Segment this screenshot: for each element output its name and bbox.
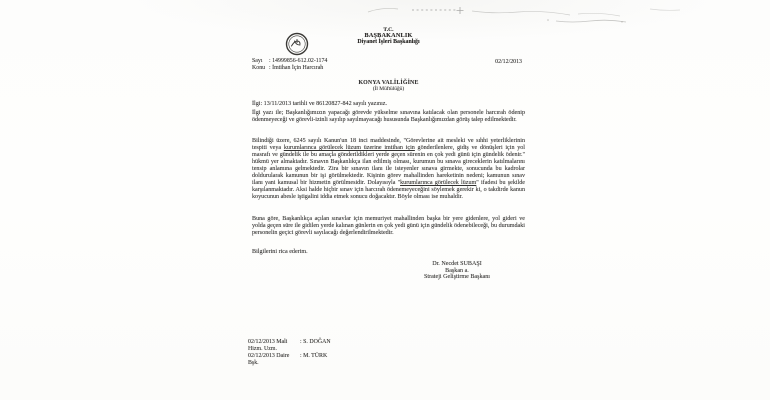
approval-name: : M. TÜRK: [300, 353, 328, 359]
scan-artifact-scribble: [360, 0, 700, 28]
signatory-name: Dr. Necdet SUBAŞI: [432, 261, 482, 267]
doc-meta: [252, 58, 327, 72]
letterhead-unit: Diyanet İşleri Başkanlığı: [357, 39, 420, 46]
approval-left: 02/12/2013 Mali Hizm. Uzm.: [248, 339, 288, 352]
approval-row: [248, 339, 331, 353]
approval-footer: [248, 339, 331, 367]
letterhead-org: BAŞBAKANLIK: [364, 32, 413, 40]
body-paragraph-2: [252, 138, 525, 201]
letterhead-tc: T.C.: [383, 27, 394, 33]
approval-name: : S. DOĞAN: [300, 339, 331, 345]
signatory-title: Başkan a.: [445, 267, 469, 274]
signature-block: [383, 261, 531, 281]
doc-number-label: Sayı: [252, 58, 263, 64]
p2-underlined-phrase-2: kurumlarınca görülecek lüzum: [400, 180, 477, 186]
reference-line: İlgi: 13/11/2013 tarihli ve 86120827-842 sayılı yazınız.: [252, 101, 387, 107]
doc-date: 02/12/2013: [495, 59, 522, 65]
doc-number-row: [252, 58, 327, 65]
p2-underlined-phrase-1: kurumlarınca görülecek lüzum üzerine imtihan için: [283, 145, 415, 151]
doc-number-value: : 14999856-612.02-1174: [269, 58, 328, 64]
p2-text-before: Bilindiği üzere, 6245 sayılı Kanun'un 18 inci maddesinde, "Görevlerine ait mesleki ve sıhhi yeterliklerinin tespiti veya: [252, 138, 525, 151]
doc-subject-row: [252, 65, 327, 72]
signatory-department: Strateji Geliştirme Başkanı: [423, 274, 490, 281]
approval-left: 02/12/2013 Daire Bşk.: [248, 353, 290, 366]
doc-subject-label: Konu: [252, 65, 266, 71]
approval-row: [248, 353, 331, 367]
recipient-subtitle: (İl Müftülüğü): [372, 86, 405, 93]
recipient-title: KONYA VALİLİĞİNE: [358, 80, 419, 86]
letterhead: [252, 27, 525, 46]
recipient-block: [252, 80, 525, 93]
p2-text-after: " ifadesi bu şekilde karşılanmaktadır. Aksi halde hiçbir sınav için harcırah ödenemeyeceğini söylemek gerekir ki, o takdirde kanun koyucunun abesle iştigalini iddia etmek sonucu doğacaktır. Böyle olması ise muhaldir.: [252, 180, 525, 200]
body-paragraph-3: Buna göre, Başkanlıkça açılan sınavlar için memuriyet mahallinden başka bir yere gidenlere, yol gideri ve yolda geçen süre ile gidilen yerde kalınan günlerin en çok yedi günü için gündelik ödenebileceği, bu durumdaki personelin geçici görevli sayılacağı değerlendirilmektedir.: [252, 216, 525, 236]
closing-line: Bilgilerini rica ederim.: [252, 249, 308, 255]
p2-text-middle: gönderilenlere, gidiş ve dönüşleri için yol masrafı ve gündelik ile bu amaçla gönderildikleri yerde geçen sürenin en çok yedi günü için gündelik ödenir." hükmü yer almaktadır. Sınavın Başkanlıkça ilan edilmiş olması, kurumun bu sınava gireceklerin katılmalarını tensip anlamına gelmektedir. Zira bir sınavın ilanı ile isteyenler sınava girmekte, sonucunda bu kadrolar doldurularak kamunun bir işi görülmektedir. Kişinin görev mahallinden hareketinin nedeni; kamunun sınav ilanı yani kamusal bir hizmetin görülmesidir. Dolayısıyla ": [252, 145, 525, 186]
body-paragraph-1: İlgi yazı ile; Başkanlığımızın yapacağı görevde yükselme sınavına katılacak olan personele harcırah ödenip ödenmeyeceği ve görevli-izinli sayılıp sayılmayacağı hususunda Başkanlığımızdan görüş talep edilmektedir.: [252, 110, 525, 123]
doc-subject-value: : İmtihan İçin Harcırah: [269, 65, 324, 71]
